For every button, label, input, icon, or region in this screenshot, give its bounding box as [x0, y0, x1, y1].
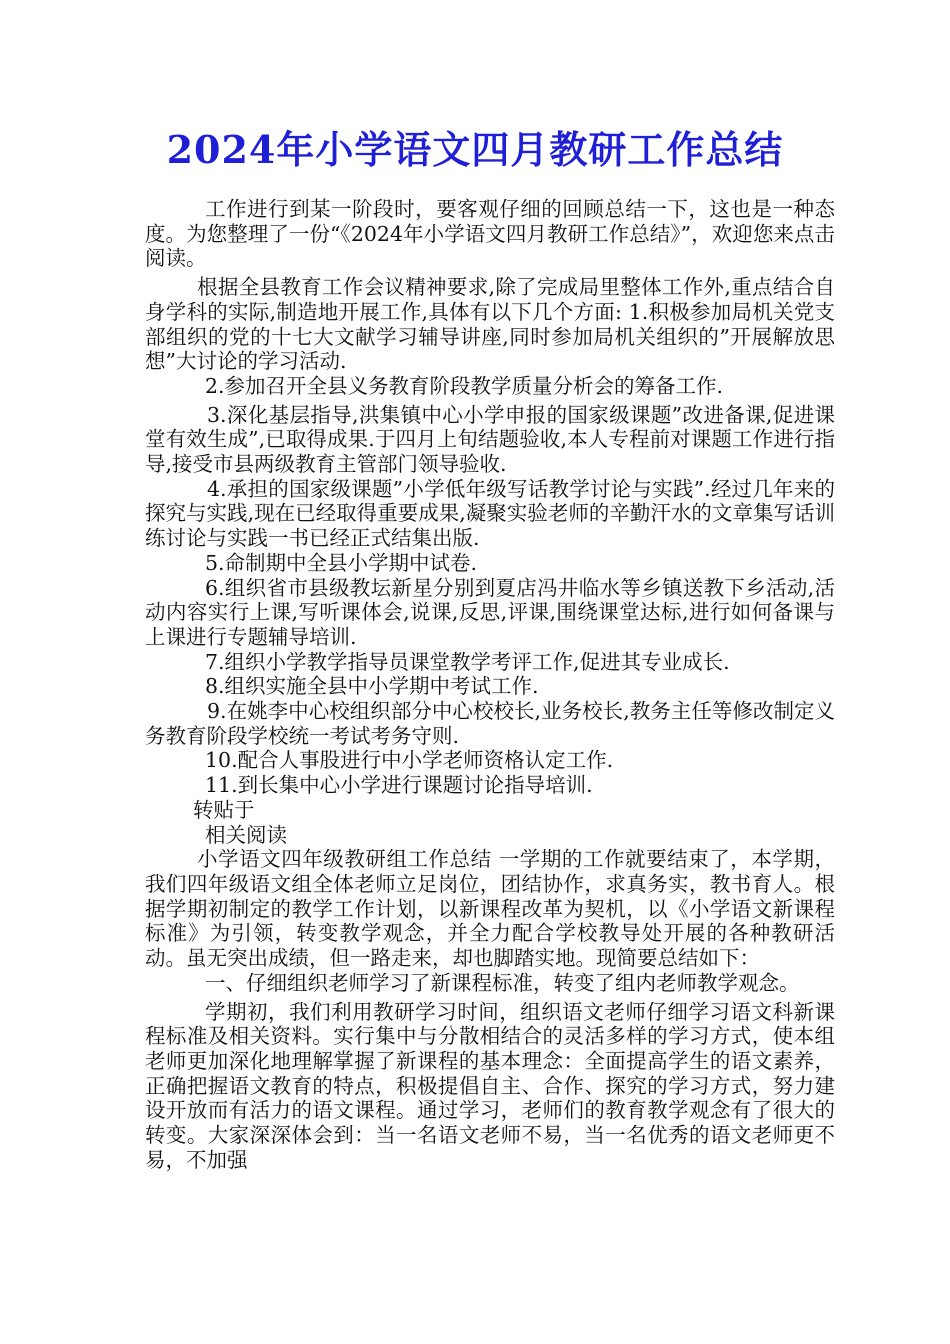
related-article-paragraph: 小学语文四年级教研组工作总结 一学期的工作就要结束了，本学期，我们四年级语文组全体老师立足岗位，团结协作，求真务实，教书育人。根据学期初制定的教学工作计划，以新课程改革为契机，以《小学语文新课程标准》为引领，转变教学观念，并全力配合学校教导处开展的各种教研活动。虽无突出成绩，但一路走来，却也脚踏实地。现简要总结如下： [145, 847, 835, 971]
section-heading-1: 一、仔细组织老师学习了新课程标准，转变了组内老师教学观念。 [205, 970, 800, 995]
list-item-4: 4.承担的国家级课题”小学低年级写话教学讨论与实践”.经过几年来的探究与实践,现在已经取得重要成果,凝聚实验老师的辛勤汗水的文章集写话训练讨论与实践一书已经正式结集出版. [145, 476, 835, 551]
related-reading-heading: 相关阅读 [205, 822, 287, 847]
intro-paragraph: 工作进行到某一阶段时，要客观仔细的回顾总结一下，这也是一种态度。为您整理了一份“《2024年小学语文四月教研工作总结》”，欢迎您来点击阅读。 [145, 197, 835, 271]
list-item-5: 5.命制期中全县小学期中试卷. [205, 550, 478, 575]
list-item-10: 10.配合人事股进行中小学老师资格认定工作. [205, 748, 614, 773]
list-item-7: 7.组织小学教学指导员课堂教学考评工作,促进其专业成长. [205, 649, 730, 674]
section-paragraph-1: 学期初，我们利用教研学习时间，组织语文老师仔细学习语文科新课程标准及相关资料。实行集中与分散相结合的灵活多样的学习方式，使本组老师更加深化地理解掌握了新课程的基本理念：全面提高学生的语文素养，正确把握语文教育的特点，积极提倡自主、合作、探究的学习方式，努力建设开放而有活力的语文课程。通过学习，老师们的教育教学观念有了很大的转变。大家深深体会到：当一名语文老师不易，当一名优秀的语文老师更不易，不加强 [145, 999, 835, 1172]
list-item-8: 8.组织实施全县中小学期中考试工作. [205, 674, 539, 699]
list-item-3: 3.深化基层指导,洪集镇中心小学申报的国家级课题”改进备课,促进课堂有效生成”,已取得成果.于四月上旬结题验收,本人专程前对课题工作进行指导,接受市县两级教育主管部门领导验收. [145, 402, 835, 477]
document-title: 2024年小学语文四月教研工作总结 [166, 127, 784, 172]
repost-label: 转贴于 [193, 797, 255, 822]
list-item-2: 2.参加召开全县义务教育阶段教学质量分析会的筹备工作. [205, 373, 724, 398]
list-item-9: 9.在姚李中心校组织部分中心校校长,业务校长,教务主任等修改制定义务教育阶段学校统一考试考务守则. [145, 699, 835, 748]
document-body [145, 197, 835, 1172]
body-paragraph-1: 根据全县教育工作会议精神要求,除了完成局里整体工作外,重点结合自身学科的实际,制造地开展工作,具体有以下几个方面: 1.积极参加局机关党支部组织的党的十七大文献学习辅导讲座,同时参加局机关组织的”开展解放思想”大讨论的学习活动. [145, 275, 835, 374]
list-item-6: 6.组织省市县级教坛新星分别到夏店冯井临水等乡镇送教下乡活动,活动内容实行上课,写听课体会,说课,反思,评课,围绕课堂达标,进行如何备课与上课进行专题辅导培训. [145, 575, 835, 649]
list-item-11: 11.到长集中心小学进行课题讨论指导培训. [205, 773, 593, 798]
